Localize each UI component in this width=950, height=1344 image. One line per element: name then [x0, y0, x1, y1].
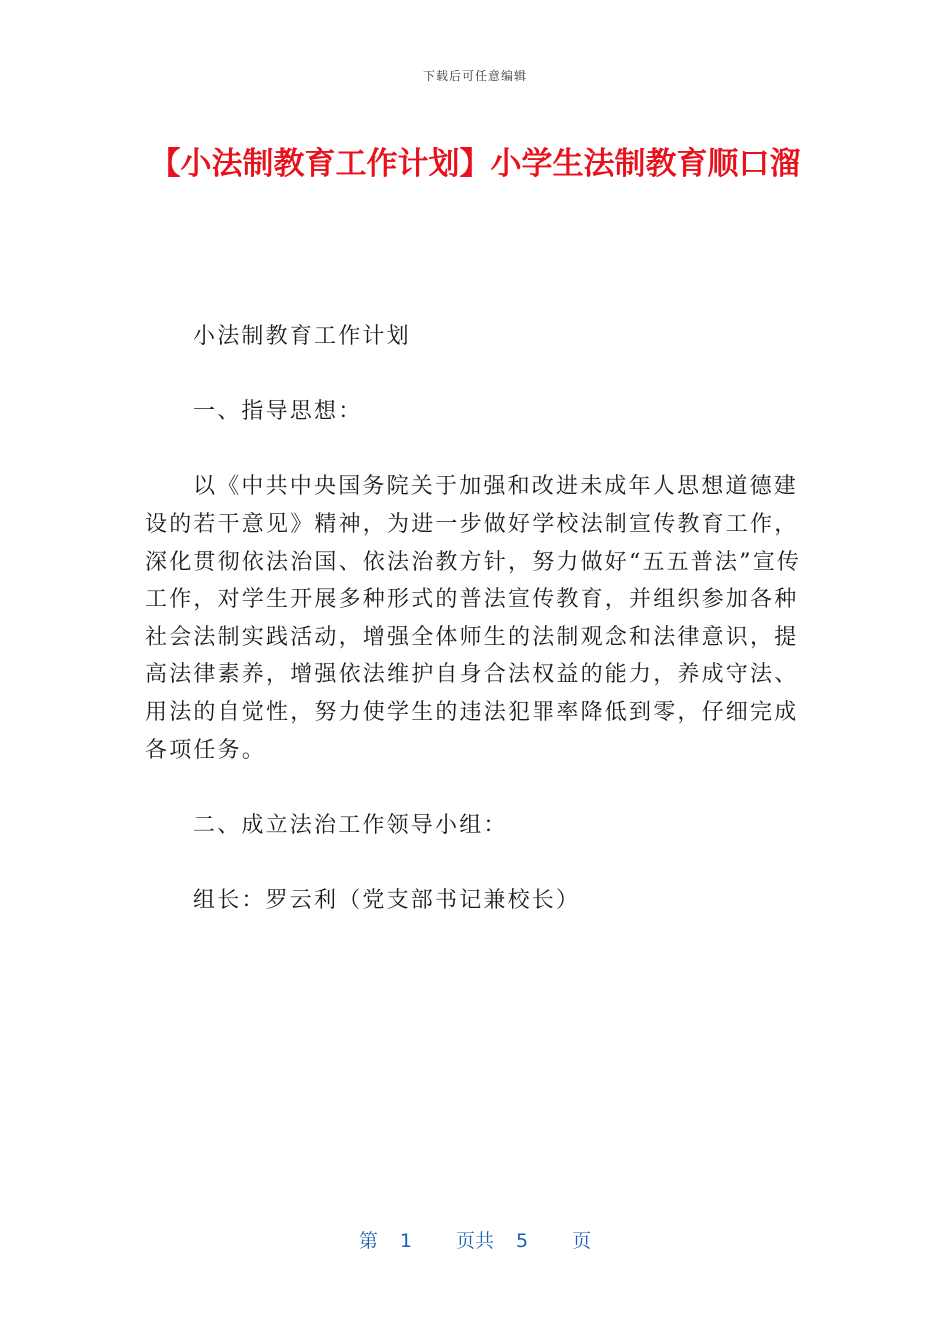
paragraph-section-heading: 二、成立法治工作领导小组： — [193, 812, 508, 838]
page-middle: 页共 — [455, 1230, 494, 1252]
header-note: 下载后可任意编辑 — [422, 69, 527, 83]
page-footer — [0, 1226, 950, 1253]
paragraph-section-heading: 一、指导思想： — [193, 399, 363, 425]
document-title: 【小法制教育工作计划】小学生法制教育顺口溜 — [149, 146, 801, 182]
total-pages: 5 — [516, 1230, 529, 1252]
paragraph-subtitle: 小法制教育工作计划 — [193, 324, 411, 349]
paragraph-guiding-ideology: 以《中共中央国务院关于加强和改进未成年人思想道德建设的若干意见》精神，为进一步做好学校法制宣传教育工作，深化贯彻依法治国、依法治教方针，努力做好“五五普法”宣传工作，对学生开展多种形式的普法宣传教育，并组织参加各种社会法制实践活动，增强全体师生的法制观念和法律意识，提高法律素养，增强依法维护自身合法权益的能力，养成守法、用法的自觉性，努力使学生的违法犯罪率降低到零，仔细完成各项任务。 — [145, 474, 802, 763]
page-number: 1 — [399, 1230, 412, 1252]
document-body — [145, 318, 810, 957]
paragraph-group-leader: 组长：罗云利（党支部书记兼校长） — [193, 887, 581, 913]
page-suffix: 页 — [572, 1230, 592, 1252]
page-prefix: 第 — [358, 1230, 378, 1252]
